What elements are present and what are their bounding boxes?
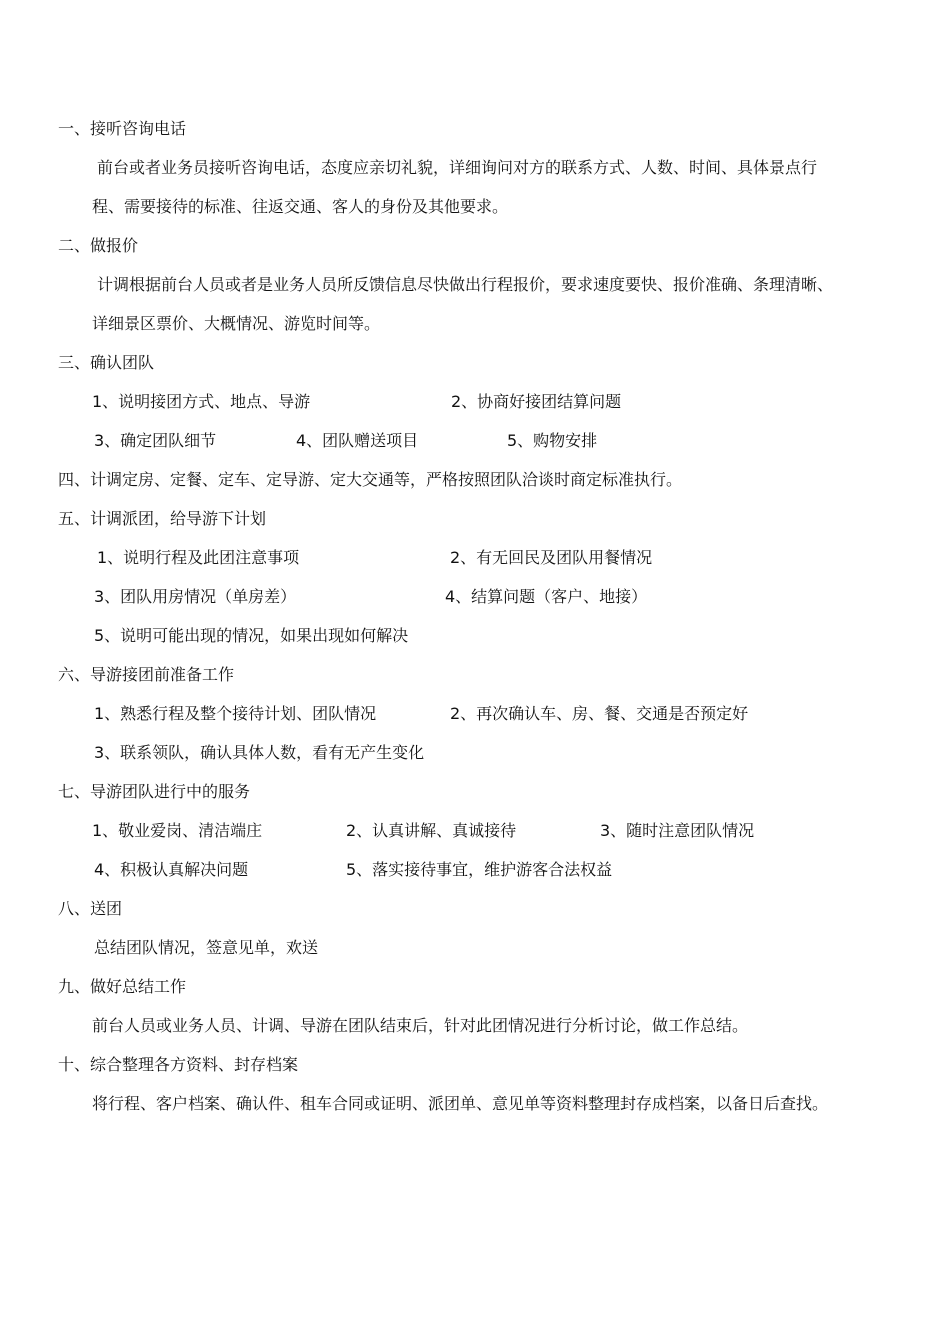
section-5-item-1: 1、说明行程及此团注意事项: [97, 548, 300, 567]
section-6-item-2: 2、再次确认车、房、餐、交通是否预定好: [450, 704, 749, 723]
section-1-paragraph-line-1: 前台或者业务员接听咨询电话，态度应亲切礼貌，详细询问对方的联系方式、人数、时间、具体景点行: [97, 158, 818, 177]
section-heading-10: 十、综合整理各方资料、封存档案: [58, 1055, 299, 1074]
section-7-item-5: 5、落实接待事宜，维护游客合法权益: [346, 860, 613, 879]
section-heading-8: 八、送团: [58, 899, 123, 918]
section-7-item-1: 1、敬业爱岗、清洁端庄: [92, 821, 263, 840]
section-7-item-4: 4、积极认真解决问题: [94, 860, 249, 879]
section-9-paragraph: 前台人员或业务人员、计调、导游在团队结束后，针对此团情况进行分析讨论，做工作总结。: [92, 1016, 749, 1035]
section-2-paragraph-line-1: 计调根据前台人员或者是业务人员所反馈信息尽快做出行程报价，要求速度要快、报价准确、条理清晰、: [97, 275, 834, 294]
section-5-item-2: 2、有无回民及团队用餐情况: [450, 548, 653, 567]
section-heading-6: 六、导游接团前准备工作: [58, 665, 235, 684]
section-2-paragraph-line-2: 详细景区票价、大概情况、游览时间等。: [92, 314, 381, 333]
section-3-item-4: 4、团队赠送项目: [296, 431, 419, 450]
section-heading-3: 三、确认团队: [58, 353, 155, 372]
section-5-item-4: 4、结算问题（客户、地接）: [445, 587, 648, 606]
section-5-item-3: 3、团队用房情况（单房差）: [94, 587, 297, 606]
section-3-item-3: 3、确定团队细节: [94, 431, 217, 450]
section-6-item-3: 3、联系领队，确认具体人数，看有无产生变化: [94, 743, 425, 762]
section-6-item-1: 1、熟悉行程及整个接待计划、团队情况: [94, 704, 377, 723]
section-heading-4: 四、计调定房、定餐、定车、定导游、定大交通等，严格按照团队洽谈时商定标准执行。: [58, 470, 683, 489]
section-10-paragraph: 将行程、客户档案、确认件、租车合同或证明、派团单、意见单等资料整理封存成档案，以备日后查找。: [92, 1094, 829, 1113]
section-heading-1: 一、接听咨询电话: [58, 119, 187, 138]
section-3-item-2: 2、协商好接团结算问题: [451, 392, 622, 411]
section-7-item-3: 3、随时注意团队情况: [600, 821, 755, 840]
section-heading-2: 二、做报价: [58, 236, 139, 255]
section-8-paragraph: 总结团队情况，签意见单，欢送: [94, 938, 319, 957]
section-1-paragraph-line-2: 程、需要接待的标准、往返交通、客人的身份及其他要求。: [92, 197, 509, 216]
section-3-item-5: 5、购物安排: [507, 431, 598, 450]
section-heading-5: 五、计调派团，给导游下计划: [58, 509, 267, 528]
section-heading-9: 九、做好总结工作: [58, 977, 187, 996]
section-heading-7: 七、导游团队进行中的服务: [58, 782, 251, 801]
section-7-item-2: 2、认真讲解、真诚接待: [346, 821, 517, 840]
section-3-item-1: 1、说明接团方式、地点、导游: [92, 392, 311, 411]
section-5-item-5: 5、说明可能出现的情况，如果出现如何解决: [94, 626, 409, 645]
